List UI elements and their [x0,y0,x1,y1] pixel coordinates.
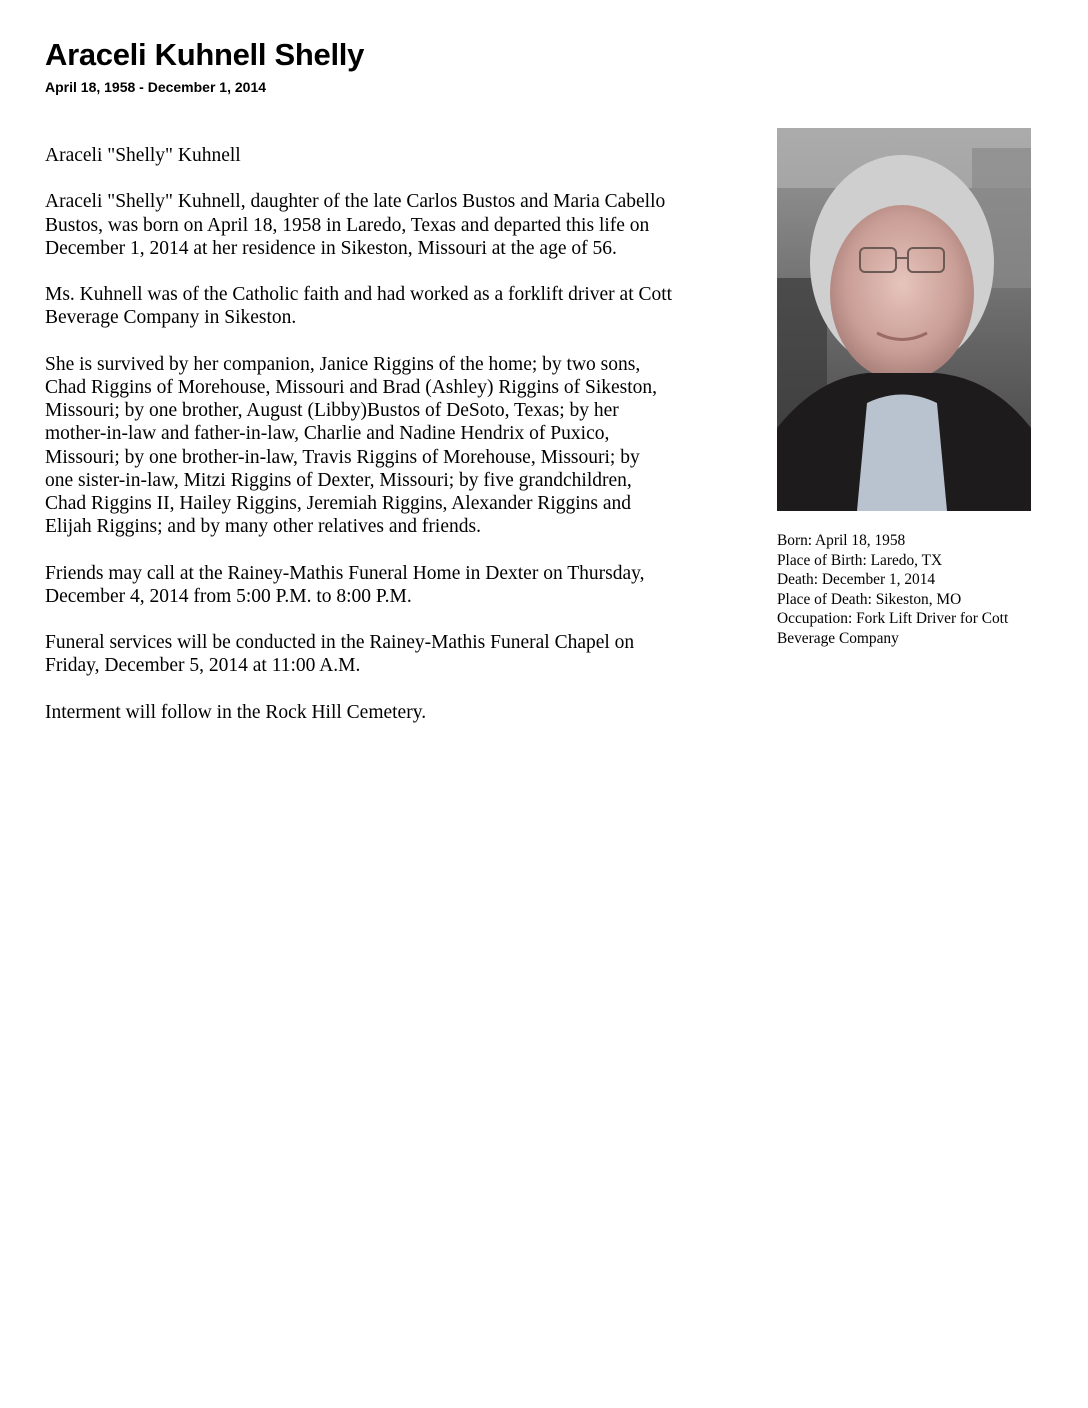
text-line: Chad Riggins II, Hailey Riggins, Jeremiah Riggins, Alexander Riggins and [45,493,632,514]
obituary-paragraph [45,283,745,329]
text-line: Missouri; by one brother, August (Libby)Bustos of DeSoto, Texas; by her [45,400,619,422]
fact-death: Death: December 1, 2014 [777,571,936,589]
text-line: Friends may call at the Rainey-Mathis Funeral Home in Dexter on Thursday, [45,562,645,584]
text-line: Interment will follow in the Rock Hill Cemetery. [45,701,427,723]
vital-facts [777,531,1008,649]
portrait-photo [777,128,1031,511]
obituary-paragraph [45,562,745,608]
text-line: Ms. Kuhnell was of the Catholic faith and had worked as a forklift driver at Cott [45,284,673,306]
text-line: December 1, 2014 at her residence in Sikeston, Missouri at the age of 56. [45,237,617,259]
text-line: Elijah Riggins; and by many other relatives and friends. [45,516,481,538]
text-line: Friday, December 5, 2014 at 11:00 A.M. [45,655,361,677]
fact-occupation-cont: Beverage Company [777,629,899,647]
fact-death-place: Place of Death: Sikeston, MO [777,590,962,608]
obituary-paragraph [45,631,745,677]
text-line: one sister-in-law, Mitzi Riggins of Dexter, Missouri; by five grandchildren, [45,469,632,491]
text-line: Bustos, was born on April 18, 1958 in Laredo, Texas and departed this life on [45,214,650,236]
page-title: Araceli Kuhnell Shelly [45,37,365,72]
obituary-paragraph [45,701,745,724]
obituary-paragraph [45,144,745,167]
text-line: Araceli "Shelly" Kuhnell [45,145,241,166]
text-line: She is survived by her companion, Janice Riggins of the home; by two sons, [45,353,641,375]
obituary-paragraph [45,353,745,539]
text-line: Funeral services will be conducted in the Rainey-Mathis Funeral Chapel on [45,632,635,654]
text-line: Araceli "Shelly" Kuhnell, daughter of the late Carlos Bustos and Maria Cabello [45,191,666,213]
fact-born: Born: April 18, 1958 [777,532,906,549]
text-line: December 4, 2014 from 5:00 P.M. to 8:00 P.M. [45,585,412,607]
obituary-paragraph [45,190,745,260]
text-line: Chad Riggins of Morehouse, Missouri and Brad (Ashley) Riggins of Sikeston, [45,376,658,398]
fact-occupation: Occupation: Fork Lift Driver for Cott [777,610,1009,628]
fact-birth-place: Place of Birth: Laredo, TX [777,551,943,569]
text-line: mother-in-law and father-in-law, Charlie and Nadine Hendrix of Puxico, [45,423,610,445]
text-line: Missouri; by one brother-in-law, Travis Riggins of Morehouse, Missouri; by [45,446,640,468]
text-line: Beverage Company in Sikeston. [45,307,297,329]
obituary-text [45,144,745,747]
life-dates: April 18, 1958 - December 1, 2014 [45,79,267,95]
